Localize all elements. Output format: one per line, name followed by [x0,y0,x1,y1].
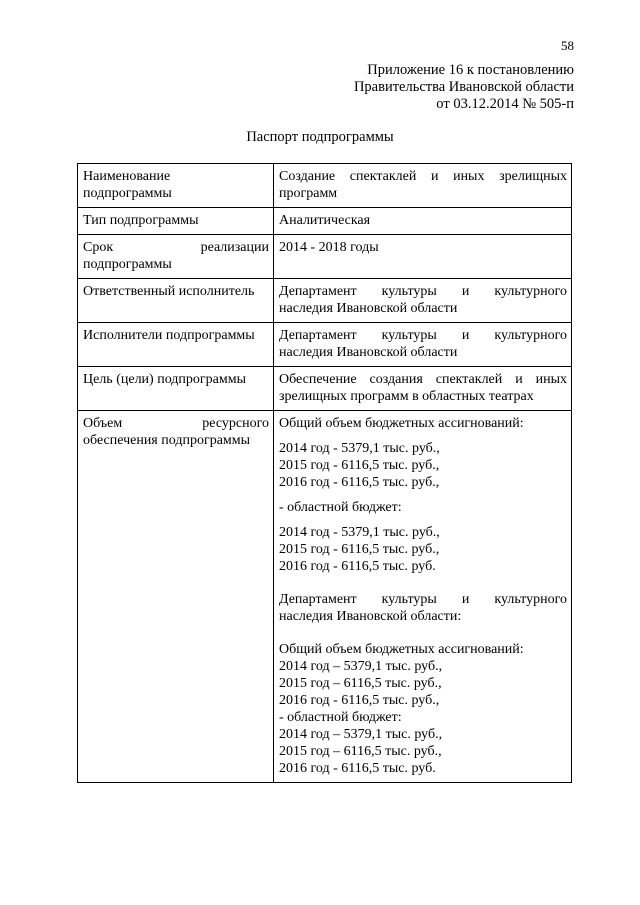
table-row [78,164,572,208]
appendix-line-1: Приложение 16 к постановлению [367,62,574,78]
value-line: наследия Ивановской области [279,301,458,316]
funding-line: 2016 год - 6116,5 тыс. руб., [279,475,440,490]
appendix-line-3: от 03.12.2014 № 505-п [436,96,574,112]
table-row [78,367,572,411]
funding-line: 2016 год - 6116,5 тыс. руб. [279,559,436,574]
funding-line: 2014 год - 5379,1 тыс. руб., [279,525,440,540]
page-number: 58 [561,38,574,53]
funding-line: 2014 год - 5379,1 тыс. руб., [279,441,440,456]
label-line: обеспечения подпрограммы [83,433,251,448]
funding-regional-heading: - областной бюджет: [279,500,402,515]
row-label-name [78,164,274,208]
funding-line: 2015 год - 6116,5 тыс. руб., [279,458,440,473]
passport-table [77,163,572,783]
table-row [78,279,572,323]
funding-line: 2015 год – 6116,5 тыс. руб., [279,676,442,691]
value-line: Департамент культуры и культурного [279,328,567,343]
funding-dept-line: наследия Ивановской области: [279,609,462,624]
value-line: программ [279,186,338,201]
label-line: Цель (цели) подпрограммы [83,372,246,387]
label-line: Наименование [83,169,171,184]
row-value-term [274,235,572,279]
value-line: 2014 - 2018 годы [279,240,379,255]
label-line: подпрограммы [83,257,172,272]
row-label-term [78,235,274,279]
value-line: наследия Ивановской области [279,345,458,360]
funding-dept-line: Департамент культуры и культурного [279,592,567,607]
table-row [78,323,572,367]
appendix-header [354,62,574,113]
funding-line: 2014 год – 5379,1 тыс. руб., [279,727,443,742]
row-label-executors [78,323,274,367]
funding-total-heading: Общий объем бюджетных ассигнований: [279,416,524,431]
table-row [78,411,572,783]
document-title: Паспорт подпрограммы [246,129,394,145]
table-row [78,208,572,235]
label-line: Тип подпрограммы [83,213,199,228]
row-value-responsible [274,279,572,323]
row-label-funding [78,411,274,783]
funding-line: 2016 год - 6116,5 тыс. руб., [279,693,440,708]
row-value-name [274,164,572,208]
label-line: подпрограммы [83,186,172,201]
appendix-line-2: Правительства Ивановской области [353,79,574,95]
funding-dept-regional-heading: - областной бюджет: [279,710,402,725]
funding-line: 2015 год – 6116,5 тыс. руб., [279,744,442,759]
value-line: Департамент культуры и культурного [279,284,567,299]
funding-dept-total-heading: Общий объем бюджетных ассигнований: [279,642,524,657]
row-label-goal [78,367,274,411]
value-line: Создание спектаклей и иных зрелищных [279,169,567,184]
row-label-type [78,208,274,235]
label-line: Ответственный исполнитель [83,284,255,299]
row-value-executors [274,323,572,367]
row-value-funding [274,411,572,783]
value-line: Обеспечение создания спектаклей и иных [279,372,567,387]
funding-line: 2016 год - 6116,5 тыс. руб. [279,761,436,776]
label-line: Срок реализации [83,240,269,255]
value-line: зрелищных программ в областных театрах [279,389,534,404]
row-label-responsible [78,279,274,323]
funding-line: 2015 год - 6116,5 тыс. руб., [279,542,440,557]
funding-line: 2014 год – 5379,1 тыс. руб., [279,659,443,674]
table-row [78,235,572,279]
value-line: Аналитическая [279,213,371,228]
label-line: Объем ресурсного [83,416,269,431]
row-value-goal [274,367,572,411]
label-line: Исполнители подпрограммы [83,328,255,343]
row-value-type [274,208,572,235]
